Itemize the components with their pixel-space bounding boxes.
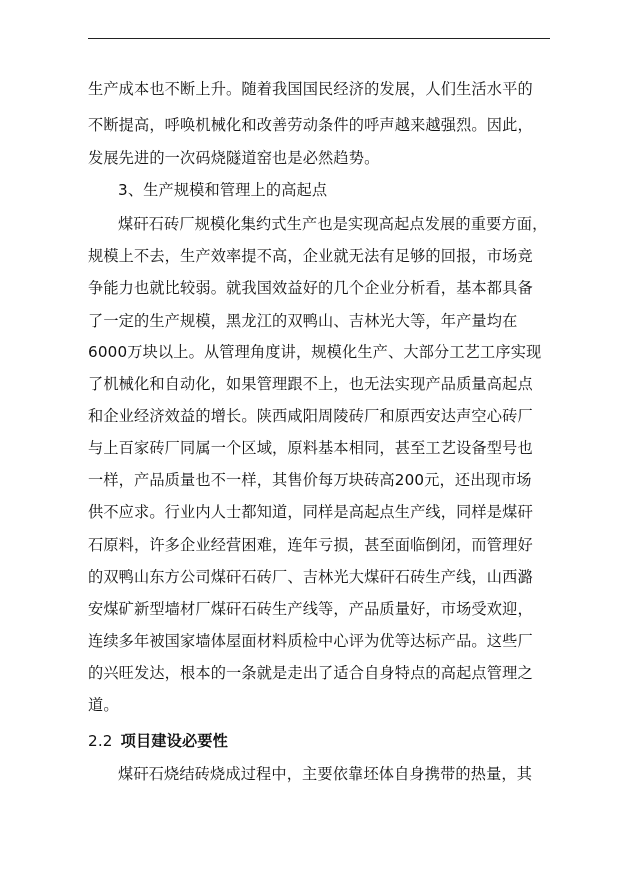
section-heading <box>88 731 558 751</box>
body-text-line: 了机械化和自动化，如果管理跟不上，也无法实现产品质量高起点 <box>88 375 533 393</box>
body-text-line: 和企业经济效益的增长。陕西咸阳周陵砖厂和原西安达声空心砖厂 <box>88 407 533 425</box>
body-text-line: 的兴旺发达，根本的一条就是走出了适合自身特点的高起点管理之 <box>88 664 533 682</box>
header-rule <box>88 38 550 39</box>
body-text-line: 连续多年被国家墙体屋面材料质检中心评为优等达标产品。这些厂 <box>88 632 533 650</box>
subheading: 3、生产规模和管理上的高起点 <box>118 181 328 199</box>
body-text-line: 供不应求。行业内人士都知道，同样是高起点生产线，同样是煤矸 <box>88 503 533 521</box>
body-text-line: 规模上不去，生产效率提不高，企业就无法有足够的回报，市场竞 <box>88 247 533 265</box>
body-text-line: 与上百家砖厂同属一个区域，原料基本相同，甚至工艺设备型号也 <box>88 439 533 457</box>
body-text-line: 的双鸭山东方公司煤矸石砖厂、吉林光大煤矸石砖生产线，山西潞 <box>88 568 533 586</box>
body-text-line: 了一定的生产规模，黑龙江的双鸭山、吉林光大等，年产量均在 <box>88 312 518 330</box>
body-text-line: 煤矸石烧结砖烧成过程中，主要依靠坯体自身携带的热量，其 <box>118 765 533 783</box>
body-text-line: 发展先进的一次码烧隧道窑也是必然趋势。 <box>88 149 380 167</box>
body-text-line: 争能力也就比较弱。就我国效益好的几个企业分析看，基本都具备 <box>88 279 533 297</box>
body-text-line: 不断提高，呼唤机械化和改善劳动条件的呼声越来越强烈。因此， <box>88 116 533 134</box>
section-title: 项目建设必要性 <box>120 732 228 750</box>
body-text-line: 安煤矿新型墙材厂煤矸石砖生产线等，产品质量好，市场受欢迎， <box>88 600 533 618</box>
body-text-line: 道。 <box>88 696 119 714</box>
body-text-line: 一样，产品质量也不一样，其售价每万块砖高200元，还出现市场 <box>88 471 532 489</box>
body-text-line: 煤矸石砖厂规模化集约式生产也是实现高起点发展的重要方面， <box>118 215 548 233</box>
body-text-line: 6000万块以上。从管理角度讲，规模化生产、大部分工艺工序实现 <box>88 343 542 361</box>
body-text-line: 生产成本也不断上升。随着我国国民经济的发展，人们生活水平的 <box>88 80 533 98</box>
section-number: 2.2 <box>88 732 113 750</box>
body-text-line: 石原料，许多企业经营困难，连年亏损，甚至面临倒闭，而管理好 <box>88 536 533 554</box>
